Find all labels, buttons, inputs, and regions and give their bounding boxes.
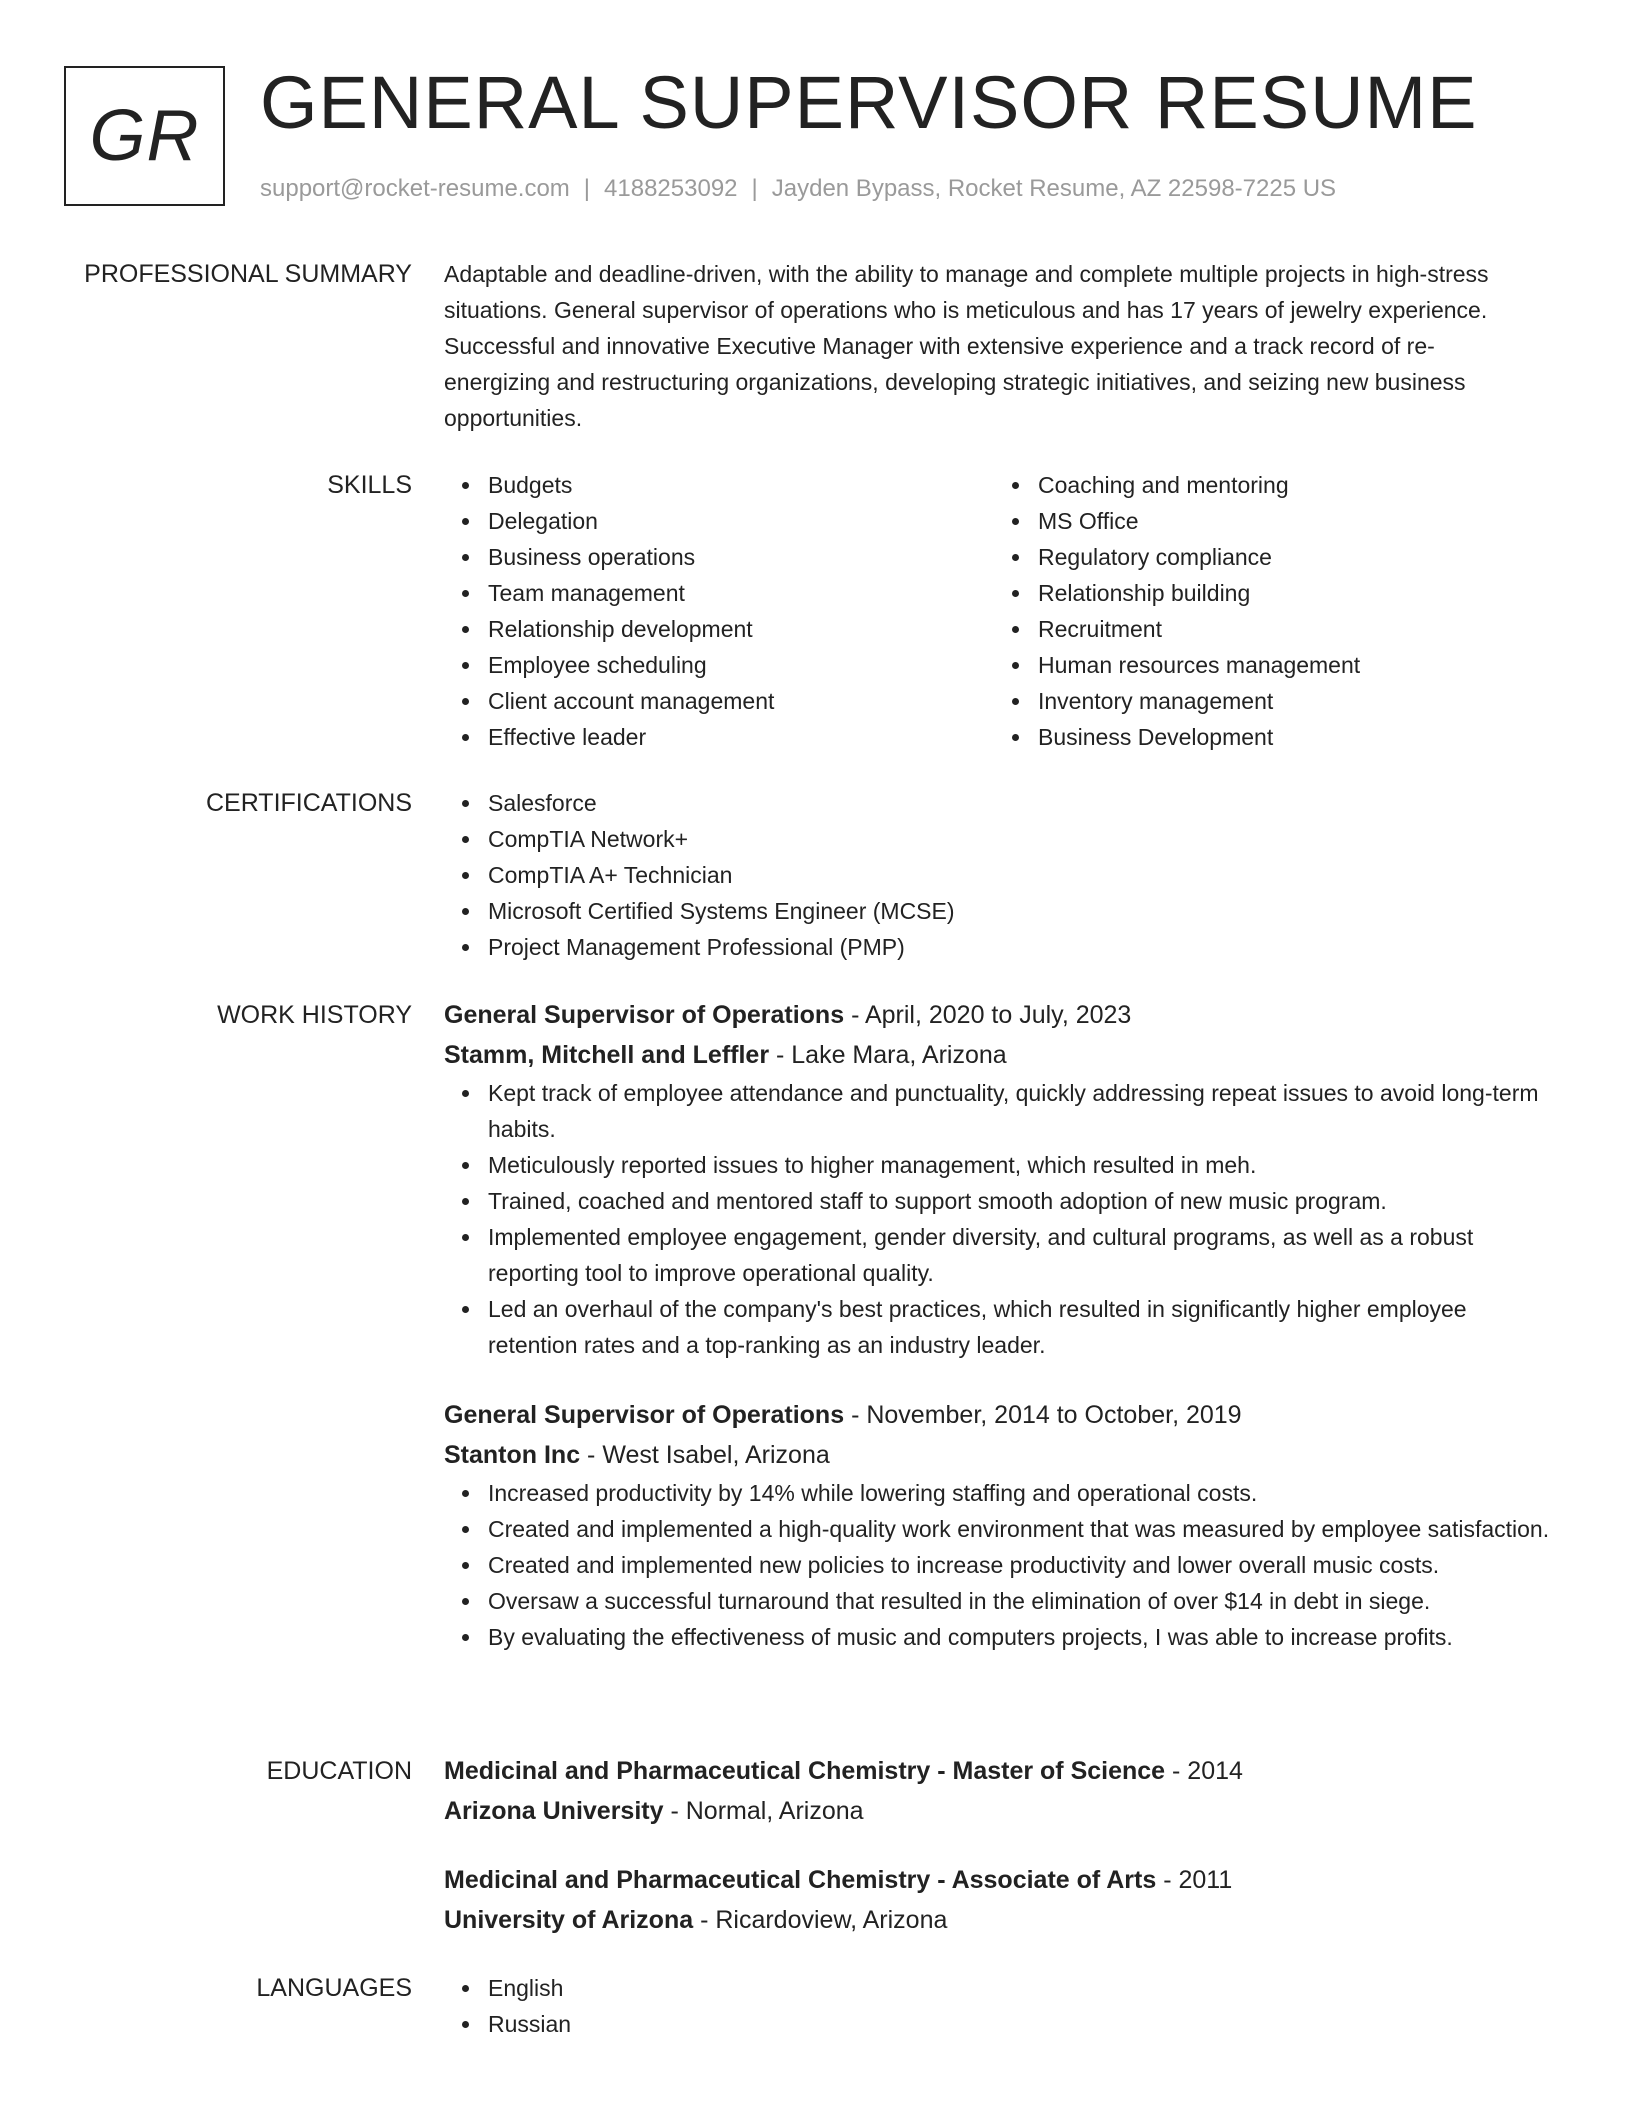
list-item: Project Management Professional (PMP) [488,929,1544,965]
job-company-line [444,1435,1544,1475]
job-location: - Lake Mara, Arizona [769,1041,1007,1069]
job-entry [444,995,1544,1363]
job-dates: - April, 2020 to July, 2023 [844,1001,1132,1029]
certifications-body [444,785,1544,965]
contact-separator: | [583,175,591,202]
list-item: English [488,1970,1544,2006]
job-location: - West Isabel, Arizona [580,1441,830,1469]
list-item: Inventory management [1038,683,1544,719]
list-item: Delegation [488,503,994,539]
contact-email[interactable]: support@rocket-resume.com [260,175,570,202]
list-item: Microsoft Certified Systems Engineer (MCSE) [488,893,1544,929]
summary-body [444,256,1544,436]
monogram-logo: GR [64,66,225,206]
section-title-summary: PROFESSIONAL SUMMARY [84,260,412,288]
list-item: Human resources management [1038,647,1544,683]
list-item: Relationship building [1038,575,1544,611]
education-school-line [444,1900,1544,1940]
list-item: CompTIA Network+ [488,821,1544,857]
list-item: Regulatory compliance [1038,539,1544,575]
job-bullets [444,1475,1550,1655]
contact-phone[interactable]: 4188253092 [604,175,738,202]
education-year: - 2011 [1156,1866,1233,1894]
certifications-list [444,785,1544,965]
skills-list-right [994,467,1544,755]
section-title-languages: LANGUAGES [256,1974,412,2002]
list-item: Oversaw a successful turnaround that resulted in the elimination of over $14 in debt in siege. [488,1583,1558,1619]
work-history-body [444,995,1550,1655]
education-entry [444,1751,1544,1831]
job-entry [444,1395,1550,1655]
list-item: Trained, coached and mentored staff to support smooth adoption of new music program. [488,1183,1558,1219]
list-item: Client account management [488,683,994,719]
list-item: Business operations [488,539,994,575]
list-item: MS Office [1038,503,1544,539]
education-body [444,1751,1544,1940]
contact-separator: | [751,175,758,202]
list-item: Increased productivity by 14% while lowering staffing and operational costs. [488,1475,1558,1511]
job-company: Stanton Inc [444,1441,581,1469]
job-company: Stamm, Mitchell and Leffler [444,1041,770,1069]
list-item: Created and implemented a high-quality work environment that was measured by employee satisfaction. [488,1511,1558,1547]
job-role: General Supervisor of Operations [444,1001,845,1029]
education-location: - Normal, Arizona [663,1797,864,1825]
education-degree: Medicinal and Pharmaceutical Chemistry - Associate of Arts [444,1866,1157,1894]
job-role: General Supervisor of Operations [444,1401,845,1429]
list-item: Recruitment [1038,611,1544,647]
education-location: - Ricardoview, Arizona [693,1906,948,1934]
list-item: Employee scheduling [488,647,994,683]
education-degree: Medicinal and Pharmaceutical Chemistry - Master of Science [444,1757,1166,1785]
section-title-certifications: CERTIFICATIONS [205,789,412,817]
job-title-line [444,1395,1544,1435]
education-school: University of Arizona [444,1906,694,1934]
summary-text: Adaptable and deadline-driven, with the ability to manage and complete multiple projects in high-stress situations. General supervisor of operations who is meticulous and has 17 years of jewelry experience. Successful and innovative Executive Manager with extensive experience and a track record of re-energizing and restructuring organizations, developing strategic initiatives, and seizing new business opportunities. [444,261,1489,431]
job-bullets [444,1075,1544,1363]
job-title-line [444,995,1544,1035]
languages-body [444,1970,1544,2042]
list-item: Relationship development [488,611,994,647]
list-item: Effective leader [488,719,994,755]
list-item: Meticulously reported issues to higher management, which resulted in meh. [488,1147,1558,1183]
section-title-education: EDUCATION [266,1757,412,1785]
section-title-skills: SKILLS [327,471,412,499]
education-school-line [444,1791,1544,1831]
job-dates: - November, 2014 to October, 2019 [844,1401,1242,1429]
list-item: Business Development [1038,719,1544,755]
languages-list [444,1970,1544,2042]
list-item: Implemented employee engagement, gender diversity, and cultural programs, as well as a robust reporting tool to improve operational quality. [488,1219,1558,1291]
contact-address: Jayden Bypass, Rocket Resume, AZ 22598-7225 US [771,175,1337,202]
contact-line [260,174,1336,204]
skills-body [444,467,1544,755]
education-school: Arizona University [444,1797,664,1825]
page-title: GENERAL SUPERVISOR RESUME [260,61,1478,144]
list-item: Budgets [488,467,994,503]
skills-list-left [444,467,994,755]
list-item: By evaluating the effectiveness of music and computers projects, I was able to increase profits. [488,1619,1558,1655]
job-company-line [444,1035,1544,1075]
education-entry [444,1860,1544,1940]
list-item: Salesforce [488,785,1544,821]
section-title-work-history: WORK HISTORY [217,1001,412,1029]
list-item: Led an overhaul of the company's best practices, which resulted in significantly higher employee retention rates and a top-ranking as an industry leader. [488,1291,1558,1363]
list-item: Russian [488,2006,1544,2042]
education-year: - 2014 [1165,1757,1243,1785]
list-item: Created and implemented new policies to increase productivity and lower overall music costs. [488,1547,1558,1583]
list-item: Kept track of employee attendance and punctuality, quickly addressing repeat issues to avoid long-term habits. [488,1075,1558,1147]
education-degree-line [444,1751,1544,1791]
list-item: Team management [488,575,994,611]
education-degree-line [444,1860,1544,1900]
list-item: Coaching and mentoring [1038,467,1544,503]
list-item: CompTIA A+ Technician [488,857,1544,893]
